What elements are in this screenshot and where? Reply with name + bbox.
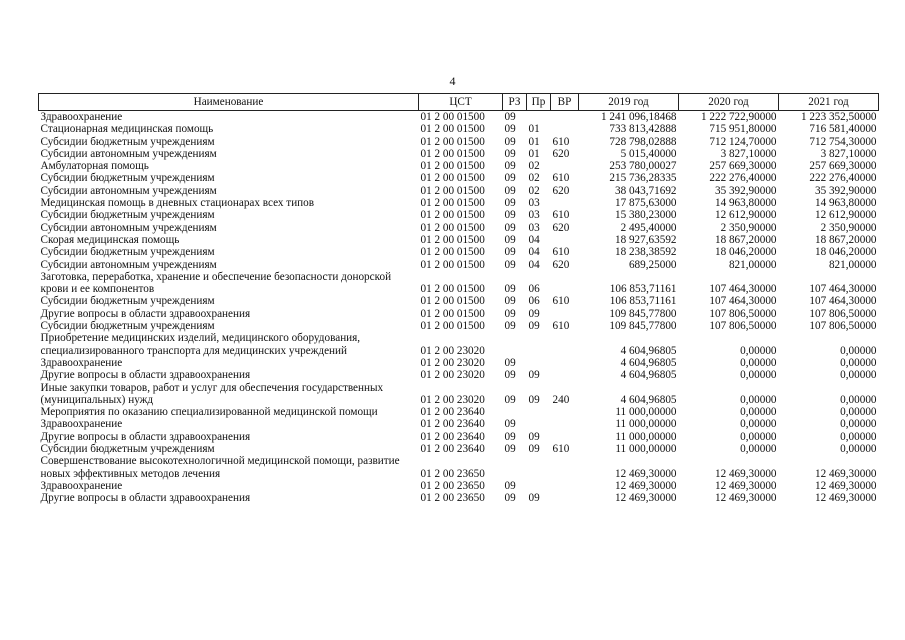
row-name: Амбулаторная помощь [40,160,149,173]
row-rz: 09 [504,123,516,136]
row-name: Здравоохранение [40,479,123,492]
row-2019-amount: 12 469,30000 [614,467,677,480]
row-cst: 01 2 00 01500 [420,135,485,148]
row-rz: 09 [504,147,516,160]
row-vr [551,418,579,430]
row-2021-amount: 107 464,30000 [809,295,877,308]
row-2019-amount: 5 015,40000 [620,147,677,160]
row-name: Субсидии бюджетным учреждениям [40,443,215,456]
row-2021-amount: 18 867,20000 [814,233,877,246]
row-vr [551,480,579,492]
row-rz: 09 [504,320,516,333]
row-cst: 01 2 00 23640 [420,443,485,456]
row-2021-amount: 1 223 352,50000 [800,111,877,123]
page-number: 4 [449,74,456,88]
row-2020-amount: 3 827,10000 [720,147,777,160]
table-row [39,480,879,492]
header-2019: 2019 год [579,94,679,111]
row-name: Субсидии бюджетным учреждениям [40,246,215,259]
row-2019-amount: 18 238,38592 [614,246,677,259]
row-2021-amount: 0,00000 [840,430,877,443]
row-2019-amount: 11 000,00000 [615,406,677,419]
table-row [39,406,879,418]
row-cst: 01 2 00 23020 [420,344,485,357]
row-name: Субсидии бюджетным учреждениям [40,172,215,185]
row-rz: 09 [504,443,516,456]
row-pr: 04 [528,233,540,246]
budget-table [38,93,879,505]
row-cst: 01 2 00 01500 [420,221,485,234]
row-cst: 01 2 00 01500 [420,233,485,246]
table-row [39,357,879,369]
row-2019-amount: 15 380,23000 [614,209,677,222]
row-pr [527,406,551,418]
row-name: Здравоохранение [40,356,123,369]
row-2020-amount: 0,00000 [740,393,777,406]
row-2020-amount: 222 276,40000 [709,172,777,185]
row-rz: 09 [504,369,516,382]
row-pr: 01 [528,123,540,136]
row-2021-amount: 0,00000 [840,344,877,357]
row-2020-amount: 12 469,30000 [714,479,777,492]
row-vr [551,431,579,443]
table-row [39,246,879,258]
row-2019-amount: 215 736,28335 [609,172,677,185]
row-vr: 620 [552,221,570,234]
table-row [39,308,879,320]
row-cst: 01 2 00 01500 [420,160,485,173]
table-row [39,234,879,246]
row-cst: 01 2 00 23020 [420,369,485,382]
table-row [39,111,879,124]
row-2019-amount: 728 798,02888 [609,135,677,148]
row-2021-amount: 716 581,40000 [809,123,877,136]
row-cst: 01 2 00 01500 [420,147,485,160]
row-2021-amount: 35 392,90000 [814,184,877,197]
row-2019-amount: 1 241 096,18468 [600,111,677,123]
row-rz [503,455,527,480]
row-vr: 610 [552,135,570,148]
row-2019-amount: 4 604,96805 [620,356,677,369]
row-pr [527,357,551,369]
row-vr: 610 [552,246,570,259]
row-pr: 02 [528,160,540,173]
row-2020-amount: 0,00000 [740,418,777,431]
row-2020-amount: 107 464,30000 [709,283,777,296]
row-name: Скорая медицинская помощь [40,233,180,246]
row-name: Субсидии автономным учреждениям [40,184,217,197]
row-vr [551,197,579,209]
row-pr: 09 [528,492,540,505]
row-2021-amount: 0,00000 [840,393,877,406]
row-2019-amount: 11 000,00000 [615,418,677,431]
row-vr: 620 [552,147,570,160]
row-name: Приобретение медицинских изделий, медицинского оборудования, специализированного транспорта для медицинских учреждений [40,332,361,357]
row-2019-amount: 733 813,42888 [609,123,677,136]
row-name: Совершенствование высокотехнологичной медицинской помощи, развитие новых эффективных методов лечения [40,455,400,480]
header-cst: ЦСТ [419,94,503,111]
row-pr: 03 [528,197,540,210]
header-2020: 2020 год [679,94,779,111]
row-2019-amount: 11 000,00000 [615,443,677,456]
row-pr: 09 [528,430,540,443]
row-name: Субсидии автономным учреждениям [40,147,217,160]
row-rz: 09 [504,430,516,443]
table-row [39,295,879,307]
row-2021-amount: 0,00000 [840,443,877,456]
row-rz: 09 [504,418,516,431]
table-row [39,492,879,504]
row-name: Здравоохранение [40,111,123,123]
row-rz: 09 [504,111,516,123]
row-rz: 09 [504,209,516,222]
table-row [39,369,879,381]
row-2020-amount: 0,00000 [740,369,777,382]
row-2021-amount: 12 469,30000 [814,467,877,480]
row-cst: 01 2 00 01500 [420,307,485,320]
row-cst: 01 2 00 23640 [420,406,485,419]
row-cst: 01 2 00 01500 [420,197,485,210]
row-2021-amount: 12 612,90000 [814,209,877,222]
row-2020-amount: 12 469,30000 [714,492,777,505]
row-pr: 04 [528,258,540,271]
header-vr: ВР [551,94,579,111]
row-2019-amount: 253 780,00027 [609,160,677,173]
row-2019-amount: 18 927,63592 [614,233,677,246]
row-2021-amount: 0,00000 [840,369,877,382]
row-2019-amount: 106 853,71161 [609,283,677,296]
row-2021-amount: 2 350,90000 [820,221,877,234]
row-rz: 09 [504,172,516,185]
row-2020-amount: 12 612,90000 [714,209,777,222]
row-2020-amount: 257 669,30000 [709,160,777,173]
row-cst: 01 2 00 01500 [420,295,485,308]
row-2019-amount: 38 043,71692 [614,184,677,197]
row-2020-amount: 0,00000 [740,443,777,456]
row-name: Медицинская помощь в дневных стационарах всех типов [40,197,315,210]
table-row [39,271,879,296]
row-pr [527,418,551,430]
row-rz: 09 [504,160,516,173]
row-vr [551,455,579,480]
row-rz: 09 [504,246,516,259]
row-cst: 01 2 00 01500 [420,246,485,259]
row-vr [551,332,579,357]
row-rz: 09 [504,197,516,210]
row-pr: 09 [528,443,540,456]
row-2019-amount: 2 495,40000 [620,221,677,234]
table-row [39,197,879,209]
row-cst: 01 2 00 23650 [420,479,485,492]
row-pr [527,480,551,492]
row-rz: 09 [504,233,516,246]
header-pr: Пр [527,94,551,111]
table-row [39,382,879,407]
row-pr: 09 [528,307,540,320]
table-row [39,418,879,430]
row-pr [527,455,551,480]
row-vr [551,357,579,369]
row-2020-amount: 35 392,90000 [714,184,777,197]
table-row [39,148,879,160]
table-row [39,431,879,443]
row-vr [551,234,579,246]
row-name: Иные закупки товаров, работ и услуг для обеспечения государственных (муниципальных) нужд [40,381,384,406]
header-name: Наименование [39,94,419,111]
row-2021-amount: 257 669,30000 [809,160,877,173]
row-2020-amount: 12 469,30000 [714,467,777,480]
row-name: Другие вопросы в области здравоохранения [40,369,251,382]
row-cst: 01 2 00 23020 [420,393,485,406]
row-rz: 09 [504,295,516,308]
row-2020-amount: 0,00000 [740,406,777,419]
row-2020-amount: 18 046,20000 [714,246,777,259]
table-row [39,172,879,184]
row-name: Другие вопросы в области здравоохранения [40,307,251,320]
row-cst: 01 2 00 01500 [420,258,485,271]
row-2020-amount: 0,00000 [740,344,777,357]
row-2019-amount: 12 469,30000 [614,479,677,492]
row-2021-amount: 3 827,10000 [820,147,877,160]
row-2020-amount: 107 806,50000 [709,307,777,320]
row-rz: 09 [504,492,516,505]
row-pr: 01 [528,135,540,148]
row-vr: 610 [552,295,570,308]
row-pr [527,332,551,357]
row-rz: 09 [504,479,516,492]
row-2019-amount: 11 000,00000 [615,430,677,443]
row-2021-amount: 0,00000 [840,418,877,431]
row-2020-amount: 715 951,80000 [709,123,777,136]
row-2020-amount: 2 350,90000 [720,221,777,234]
table-body [39,111,879,505]
row-pr: 03 [528,209,540,222]
row-2021-amount: 12 469,30000 [814,492,877,505]
row-pr: 03 [528,221,540,234]
row-vr [551,406,579,418]
row-cst: 01 2 00 23640 [420,418,485,431]
row-2020-amount: 107 806,50000 [709,320,777,333]
row-rz: 09 [504,393,516,406]
row-name: Другие вопросы в области здравоохранения [40,492,251,505]
row-pr: 09 [528,369,540,382]
row-2019-amount: 109 845,77800 [609,307,677,320]
row-2021-amount: 12 469,30000 [814,479,877,492]
row-rz: 09 [504,135,516,148]
row-2019-amount: 4 604,96805 [620,393,677,406]
row-2020-amount: 107 464,30000 [709,295,777,308]
row-2021-amount: 0,00000 [840,356,877,369]
row-vr [551,160,579,172]
table-row [39,185,879,197]
row-2020-amount: 0,00000 [740,356,777,369]
row-cst: 01 2 00 01500 [420,209,485,222]
table-row [39,320,879,332]
row-2021-amount: 0,00000 [840,406,877,419]
row-2020-amount: 712 124,70000 [709,135,777,148]
row-rz: 09 [504,307,516,320]
row-2021-amount: 712 754,30000 [809,135,877,148]
row-vr: 620 [552,184,570,197]
row-pr: 06 [528,295,540,308]
row-2019-amount: 17 875,63000 [614,197,677,210]
row-2019-amount: 689,25000 [628,258,677,271]
row-cst: 01 2 00 01500 [420,320,485,333]
table-row [39,160,879,172]
row-cst: 01 2 00 01500 [420,184,485,197]
table-row [39,222,879,234]
row-pr: 01 [528,147,540,160]
row-2021-amount: 18 046,20000 [814,246,877,259]
row-name: Субсидии автономным учреждениям [40,221,217,234]
row-pr: 04 [528,246,540,259]
row-name: Здравоохранение [40,418,123,431]
row-vr: 610 [552,443,570,456]
row-vr [551,271,579,296]
row-2020-amount: 821,00000 [728,258,777,271]
row-vr: 610 [552,320,570,333]
row-name: Субсидии бюджетным учреждениям [40,135,215,148]
table-row [39,443,879,455]
row-rz [503,332,527,357]
row-name: Заготовка, переработка, хранение и обеспечение безопасности донорской крови и ее компонентов [40,270,392,296]
row-2021-amount: 14 963,80000 [814,197,877,210]
row-vr [551,369,579,381]
row-2020-amount: 14 963,80000 [714,197,777,210]
row-vr: 610 [552,172,570,185]
row-cst: 01 2 00 01500 [420,172,485,185]
row-rz: 09 [504,258,516,271]
row-2020-amount: 1 222 722,90000 [700,111,777,123]
row-rz: 09 [504,356,516,369]
table-row [39,209,879,221]
row-vr [551,111,579,124]
row-cst: 01 2 00 23650 [420,492,485,505]
row-cst: 01 2 00 01500 [420,111,485,123]
row-2021-amount: 107 806,50000 [809,320,877,333]
row-name: Другие вопросы в области здравоохранения [40,430,251,443]
row-2021-amount: 107 464,30000 [809,283,877,296]
table-row [39,259,879,271]
row-name: Субсидии бюджетным учреждениям [40,320,215,333]
row-vr [551,308,579,320]
row-rz: 09 [504,283,516,296]
row-pr: 02 [528,172,540,185]
row-2021-amount: 222 276,40000 [809,172,877,185]
row-name: Субсидии бюджетным учреждениям [40,209,215,222]
row-name: Стационарная медицинская помощь [40,123,214,136]
row-vr: 240 [552,393,570,406]
row-pr: 06 [528,283,540,296]
row-2019-amount: 4 604,96805 [620,369,677,382]
row-2020-amount: 0,00000 [740,430,777,443]
row-vr: 620 [552,258,570,271]
row-vr [551,492,579,504]
row-2019-amount: 4 604,96805 [620,344,677,357]
row-2021-amount: 821,00000 [828,258,877,271]
row-2019-amount: 12 469,30000 [614,492,677,505]
row-rz: 09 [504,221,516,234]
table-row [39,136,879,148]
row-name: Мероприятия по оказанию специализированной медицинской помощи [40,406,378,419]
row-vr: 610 [552,209,570,222]
row-pr: 09 [528,393,540,406]
header-rz: РЗ [503,94,527,111]
row-cst: 01 2 00 01500 [420,283,485,296]
row-pr [527,111,551,124]
table-row [39,455,879,480]
row-vr [551,123,579,135]
row-rz: 09 [504,184,516,197]
header-row [39,94,879,111]
row-cst: 01 2 00 23650 [420,467,485,480]
row-name: Субсидии бюджетным учреждениям [40,295,215,308]
row-cst: 01 2 00 23640 [420,430,485,443]
row-2019-amount: 109 845,77800 [609,320,677,333]
row-2021-amount: 107 806,50000 [809,307,877,320]
header-2021: 2021 год [779,94,879,111]
row-2020-amount: 18 867,20000 [714,233,777,246]
row-pr: 02 [528,184,540,197]
row-rz [503,406,527,418]
row-cst: 01 2 00 23020 [420,356,485,369]
row-2019-amount: 106 853,71161 [609,295,677,308]
row-name: Субсидии автономным учреждениям [40,258,217,271]
row-pr: 09 [528,320,540,333]
table-row [39,332,879,357]
row-cst: 01 2 00 01500 [420,123,485,136]
table-row [39,123,879,135]
